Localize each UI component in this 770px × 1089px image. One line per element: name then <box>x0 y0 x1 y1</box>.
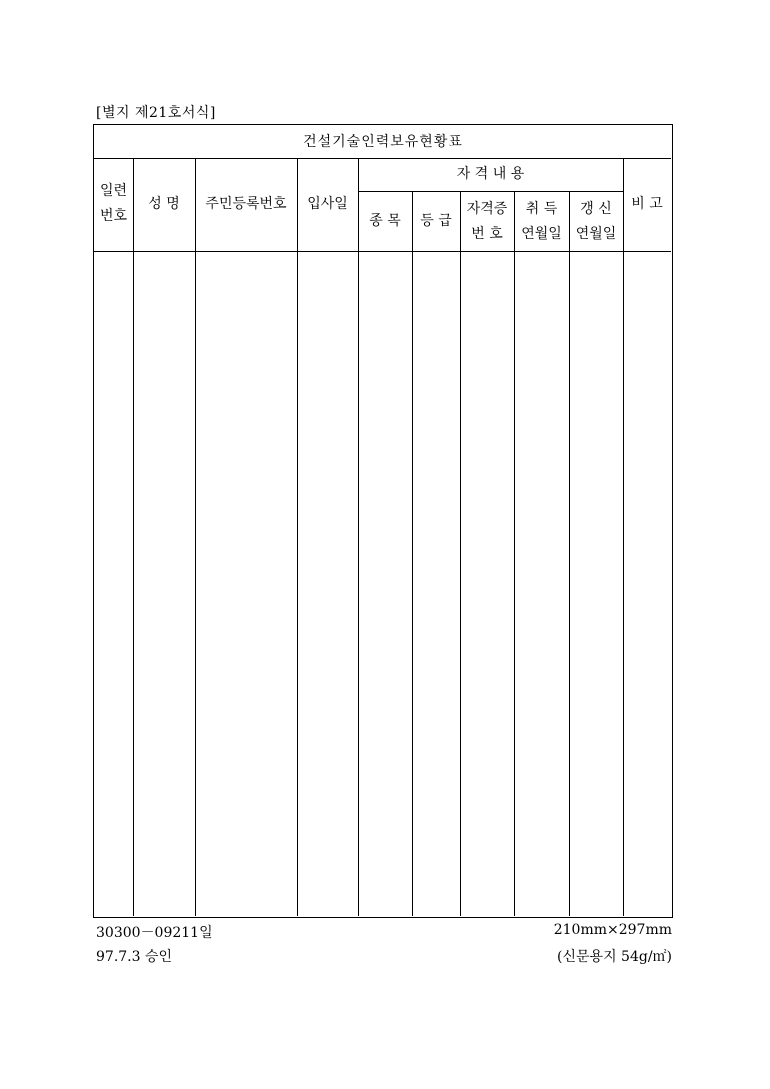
column-divider <box>460 191 461 916</box>
column-divider <box>297 158 298 916</box>
column-divider <box>195 158 196 916</box>
column-divider <box>133 158 134 916</box>
qualification-subdivider <box>358 191 623 192</box>
header-renewed-date: 갱 신 연월일 <box>575 201 617 242</box>
column-divider <box>412 191 413 916</box>
column-divider <box>514 191 515 916</box>
table-title: 건설기술인력보유현황표 <box>303 134 463 150</box>
form-number-label: [별지 제21호서식] <box>96 105 216 121</box>
form-code: 30300－09211일 <box>96 925 213 941</box>
header-name: 성 명 <box>148 196 180 212</box>
column-divider <box>358 158 359 916</box>
header-item: 종 목 <box>369 213 401 229</box>
approval-date: 97.7.3 승인 <box>96 949 173 965</box>
title-divider <box>94 158 671 159</box>
header-remarks: 비 고 <box>631 196 663 212</box>
header-resident-number: 주민등록번호 <box>205 196 287 212</box>
column-divider <box>569 191 570 916</box>
header-divider <box>94 251 671 252</box>
header-serial: 일련 번호 <box>99 183 128 224</box>
construction-personnel-table <box>93 124 673 918</box>
paper-type: (신문용지 54g/㎡) <box>557 949 672 965</box>
header-cert-number: 자격증 번 호 <box>466 201 508 242</box>
column-divider <box>623 158 624 916</box>
header-acquired-date: 취 득 연월일 <box>521 201 562 242</box>
header-qualification: 자 격 내 용 <box>456 166 525 182</box>
paper-size: 210mm×297mm <box>553 922 672 938</box>
header-grade: 등 급 <box>420 213 452 229</box>
header-join-date: 입사일 <box>307 196 348 212</box>
